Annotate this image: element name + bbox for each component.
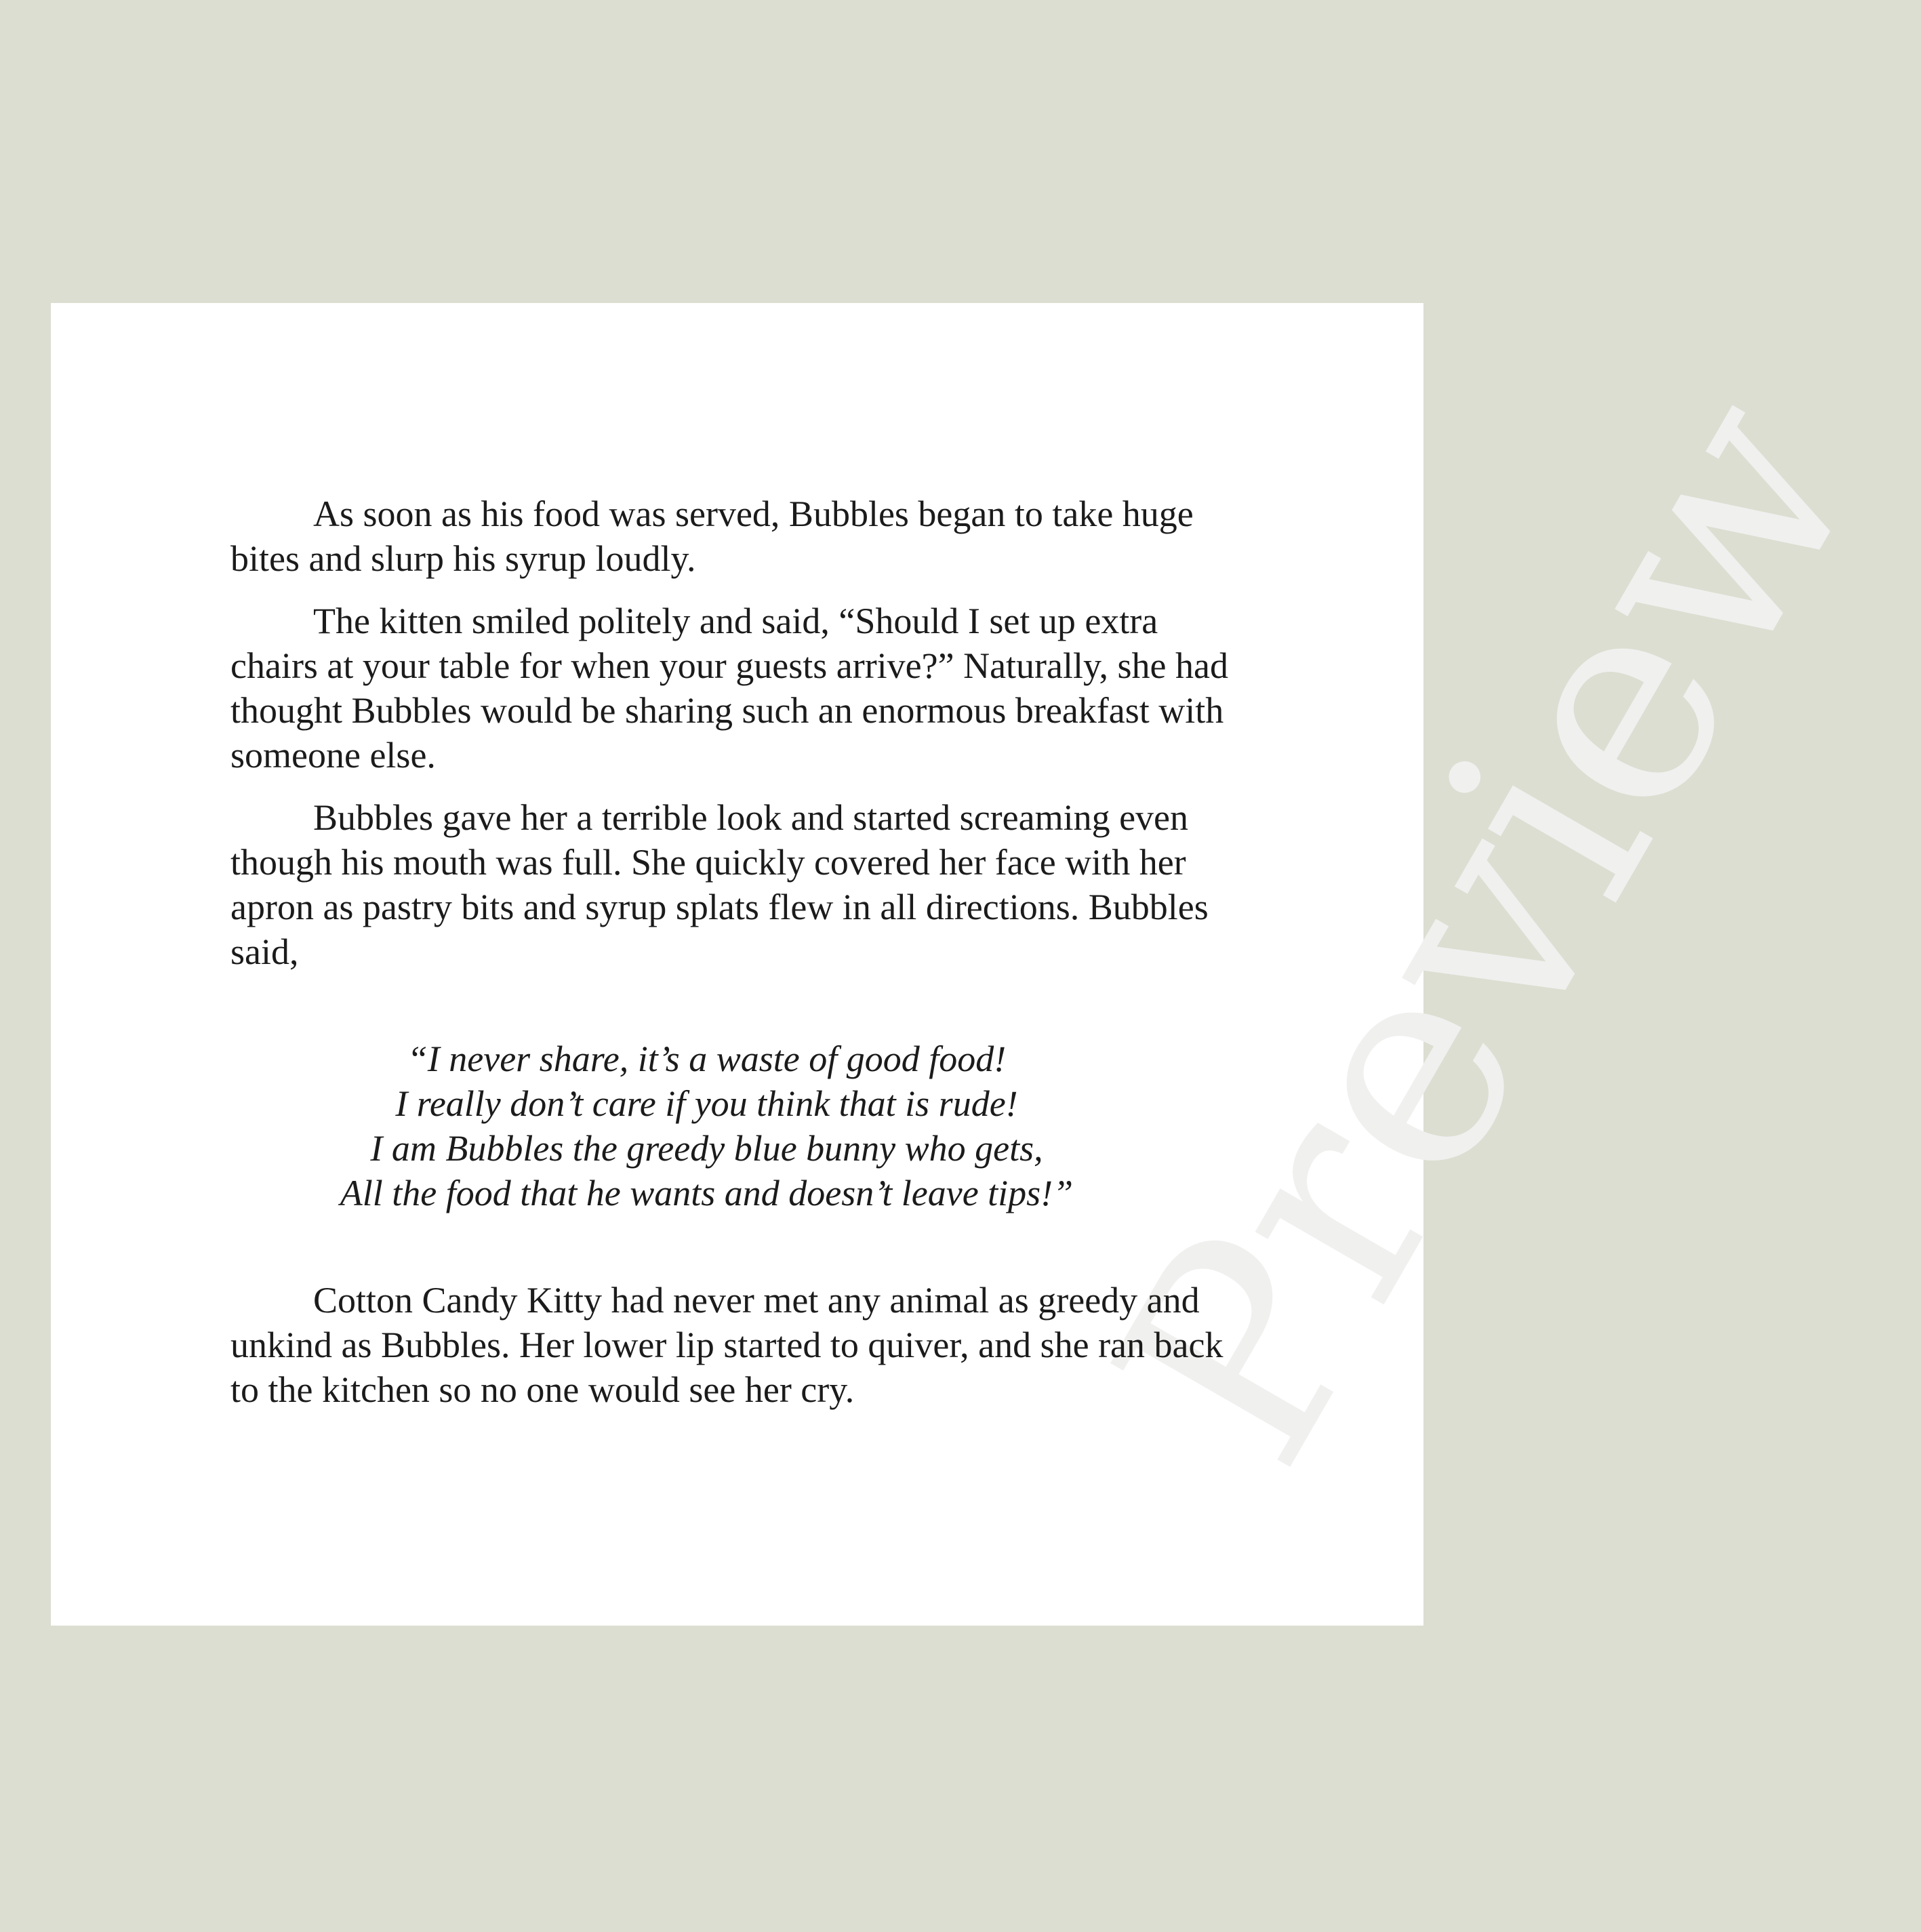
verse-line: I am Bubbles the greedy blue bunny who gets, — [370, 1128, 1043, 1169]
paragraph-food-served: As soon as his food was served, Bubbles began to take huge bites and slurp his syrup loudly. — [230, 494, 1194, 579]
verse-line: I really don’t care if you think that is rude! — [395, 1083, 1018, 1124]
verse-line: “I never share, it’s a waste of good food! — [407, 1039, 1007, 1079]
verse-block — [230, 1037, 1183, 1215]
paragraph-terrible-look: Bubbles gave her a terrible look and started screaming even though his mouth was full. She quickly covered her face with her apron as pastry bits and syrup splats flew in all directions. Bubbles said, — [230, 797, 1209, 972]
paragraph-kitten-smiled: The kitten smiled politely and said, “Should I set up extra chairs at your table for when your guests arrive?” Naturally, she had thought Bubbles would be sharing such an enormous breakfast with someone else. — [230, 601, 1228, 776]
preview-watermark: Preview — [1053, 344, 1921, 1515]
paragraph-cotton-candy-kitty: Cotton Candy Kitty had never met any animal as greedy and unkind as Bubbles. Her lower lip started to quiver, and she ran back to the kitchen so no one would see her cry. — [230, 1280, 1224, 1410]
story-text — [230, 491, 1234, 1430]
book-page — [51, 303, 1921, 1626]
verse-line: All the food that he wants and doesn’t leave tips!” — [340, 1173, 1074, 1213]
